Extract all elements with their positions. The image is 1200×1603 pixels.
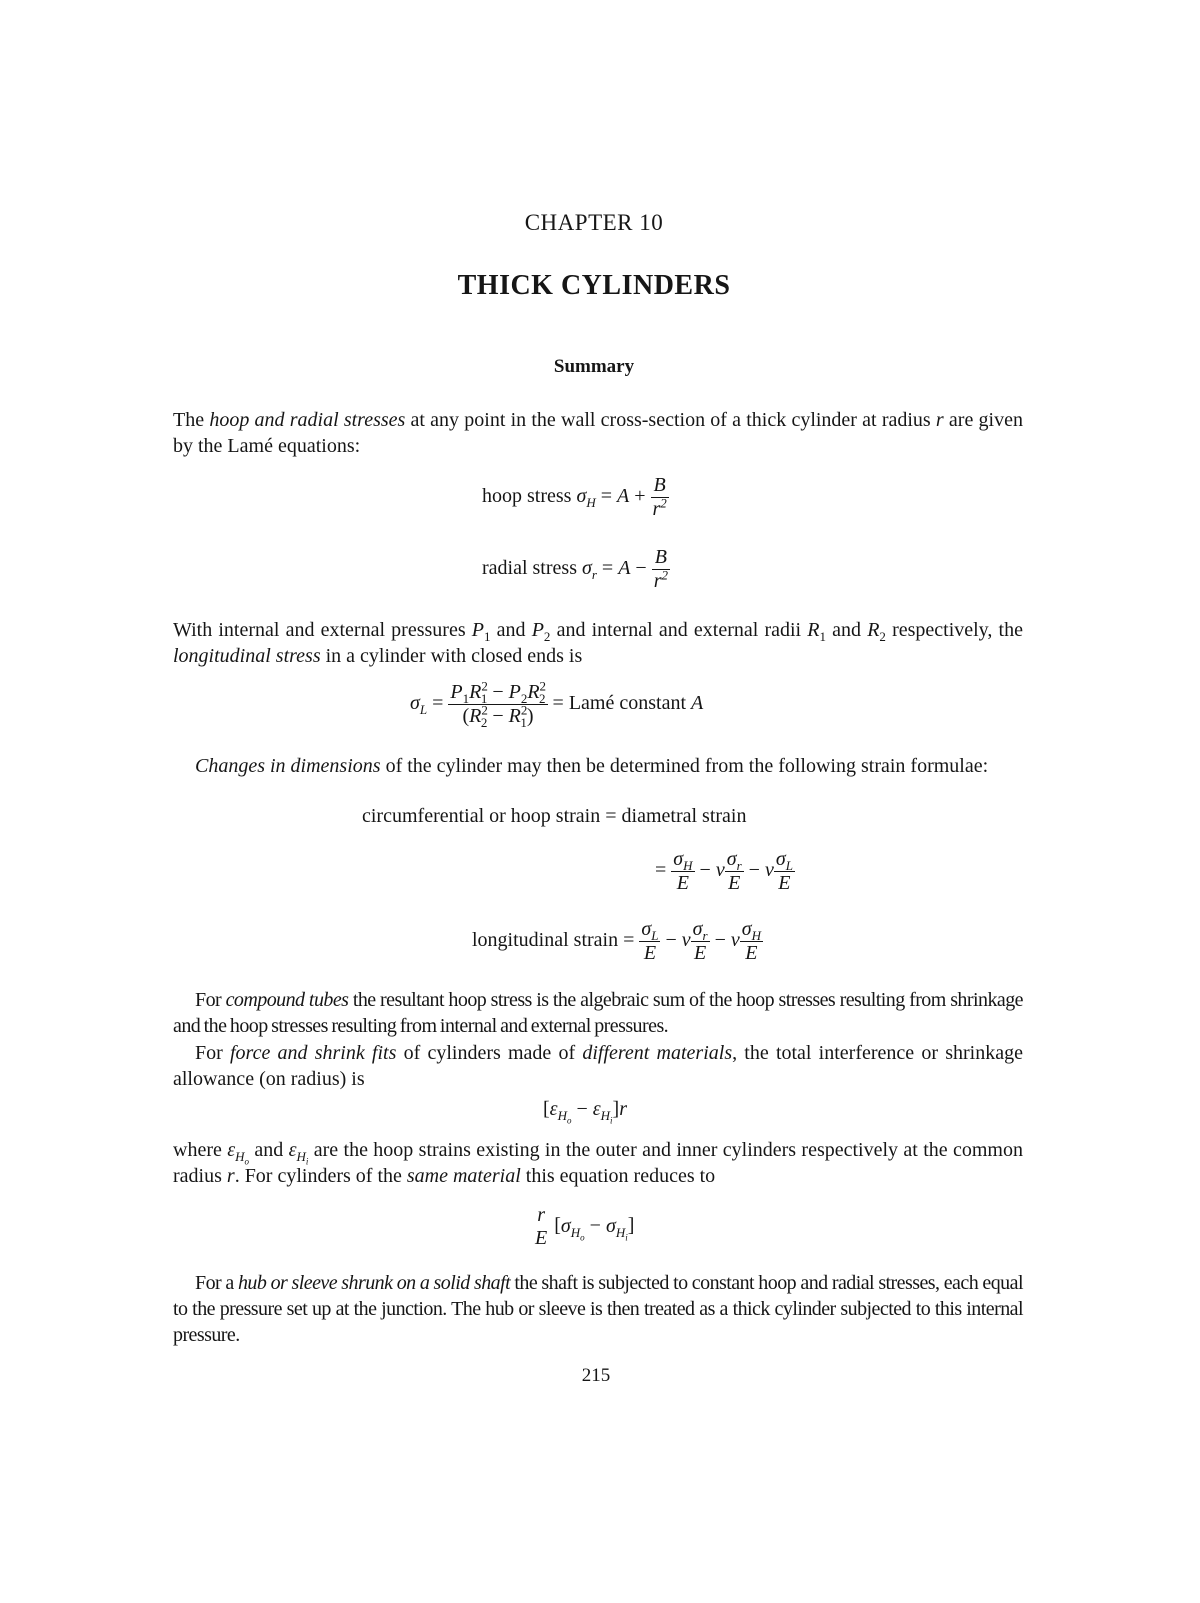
paragraph-hoop-strain-difference: where $\varepsilon_{H_o}$ and $\varepsilon_{H_i}$ are the hoop strains existing in the outer and inner cylinders respectively at the common radius r. For cylinders of the same material this equation reduces to — [173, 1139, 1023, 1187]
paragraph-lame-intro: The hoop and radial stresses at any point in the wall cross-section of a thick cylinder at radius r are given by the Lamé equations: — [173, 409, 1023, 457]
equation-hoop-strain: = $\frac{\sigma_H}{E}$ − ν $\frac{\sigma_r}{E}$ − ν $\frac{\sigma_L}{E}$ — [655, 848, 793, 894]
paragraph-longitudinal-stress: With internal and external pressures $P_1$ and $P_2$ and internal and external radii $R_1$ and $R_2$ respectively, the longitudinal stress in a cylinder with closed ends is — [173, 619, 1023, 667]
equation-hoop-strain-label: circumferential or hoop strain = diametral strain — [362, 805, 747, 827]
equation-longitudinal-strain: longitudinal strain = $\frac{\sigma_L}{E}$ − ν $\frac{\sigma_r}{E}$ − ν $\frac{\sigma_H}{E}$ — [472, 918, 762, 964]
chapter-heading: CHAPTER 10 — [524, 210, 664, 235]
section-heading: Summary — [553, 356, 635, 377]
equation-same-material: r E $[\sigma_{H_o} - \sigma_{H_i}]$ — [535, 1204, 635, 1249]
equation-radial-stress: radial stress $\sigma_r = A$ − $\frac{B}{r^2}$ — [482, 546, 668, 592]
page-number: 215 — [581, 1365, 611, 1386]
paragraph-compound-tubes: For compound tubes the resultant hoop stress is the algebraic sum of the hoop stresses resulting from shrinkage and the hoop stresses resulting from internal and external pressures. — [173, 989, 1023, 1037]
equation-hoop-stress: hoop stress $\sigma_H = A$ + $\frac{B}{r^2}$ — [482, 474, 667, 520]
paragraph-shrink-fits: For force and shrink fits of cylinders made of different materials, the total interference or shrinkage allowance (on radius) is — [173, 1042, 1023, 1090]
paragraph-hub-sleeve: For a hub or sleeve shrunk on a solid shaft the shaft is subjected to constant hoop and radial stresses, each equal to the pressure set up at the junction. The hub or sleeve is then treated as a thick cylinder subjected to this internal pressure. — [173, 1272, 1023, 1346]
paragraph-dimension-changes: Changes in dimensions of the cylinder may then be determined from the following strain formulae: — [195, 755, 989, 777]
equation-interference: $[\varepsilon_{H_o} - \varepsilon_{H_i}]r$ — [543, 1098, 627, 1126]
equation-longitudinal-stress: $\sigma_L$ = $\frac{P_1R^2_1 - P_2R^2_2}{(R^2_2 - R^2_1)}$ = Lamé constant A — [410, 678, 704, 730]
chapter-title: THICK CYLINDERS — [457, 270, 731, 301]
